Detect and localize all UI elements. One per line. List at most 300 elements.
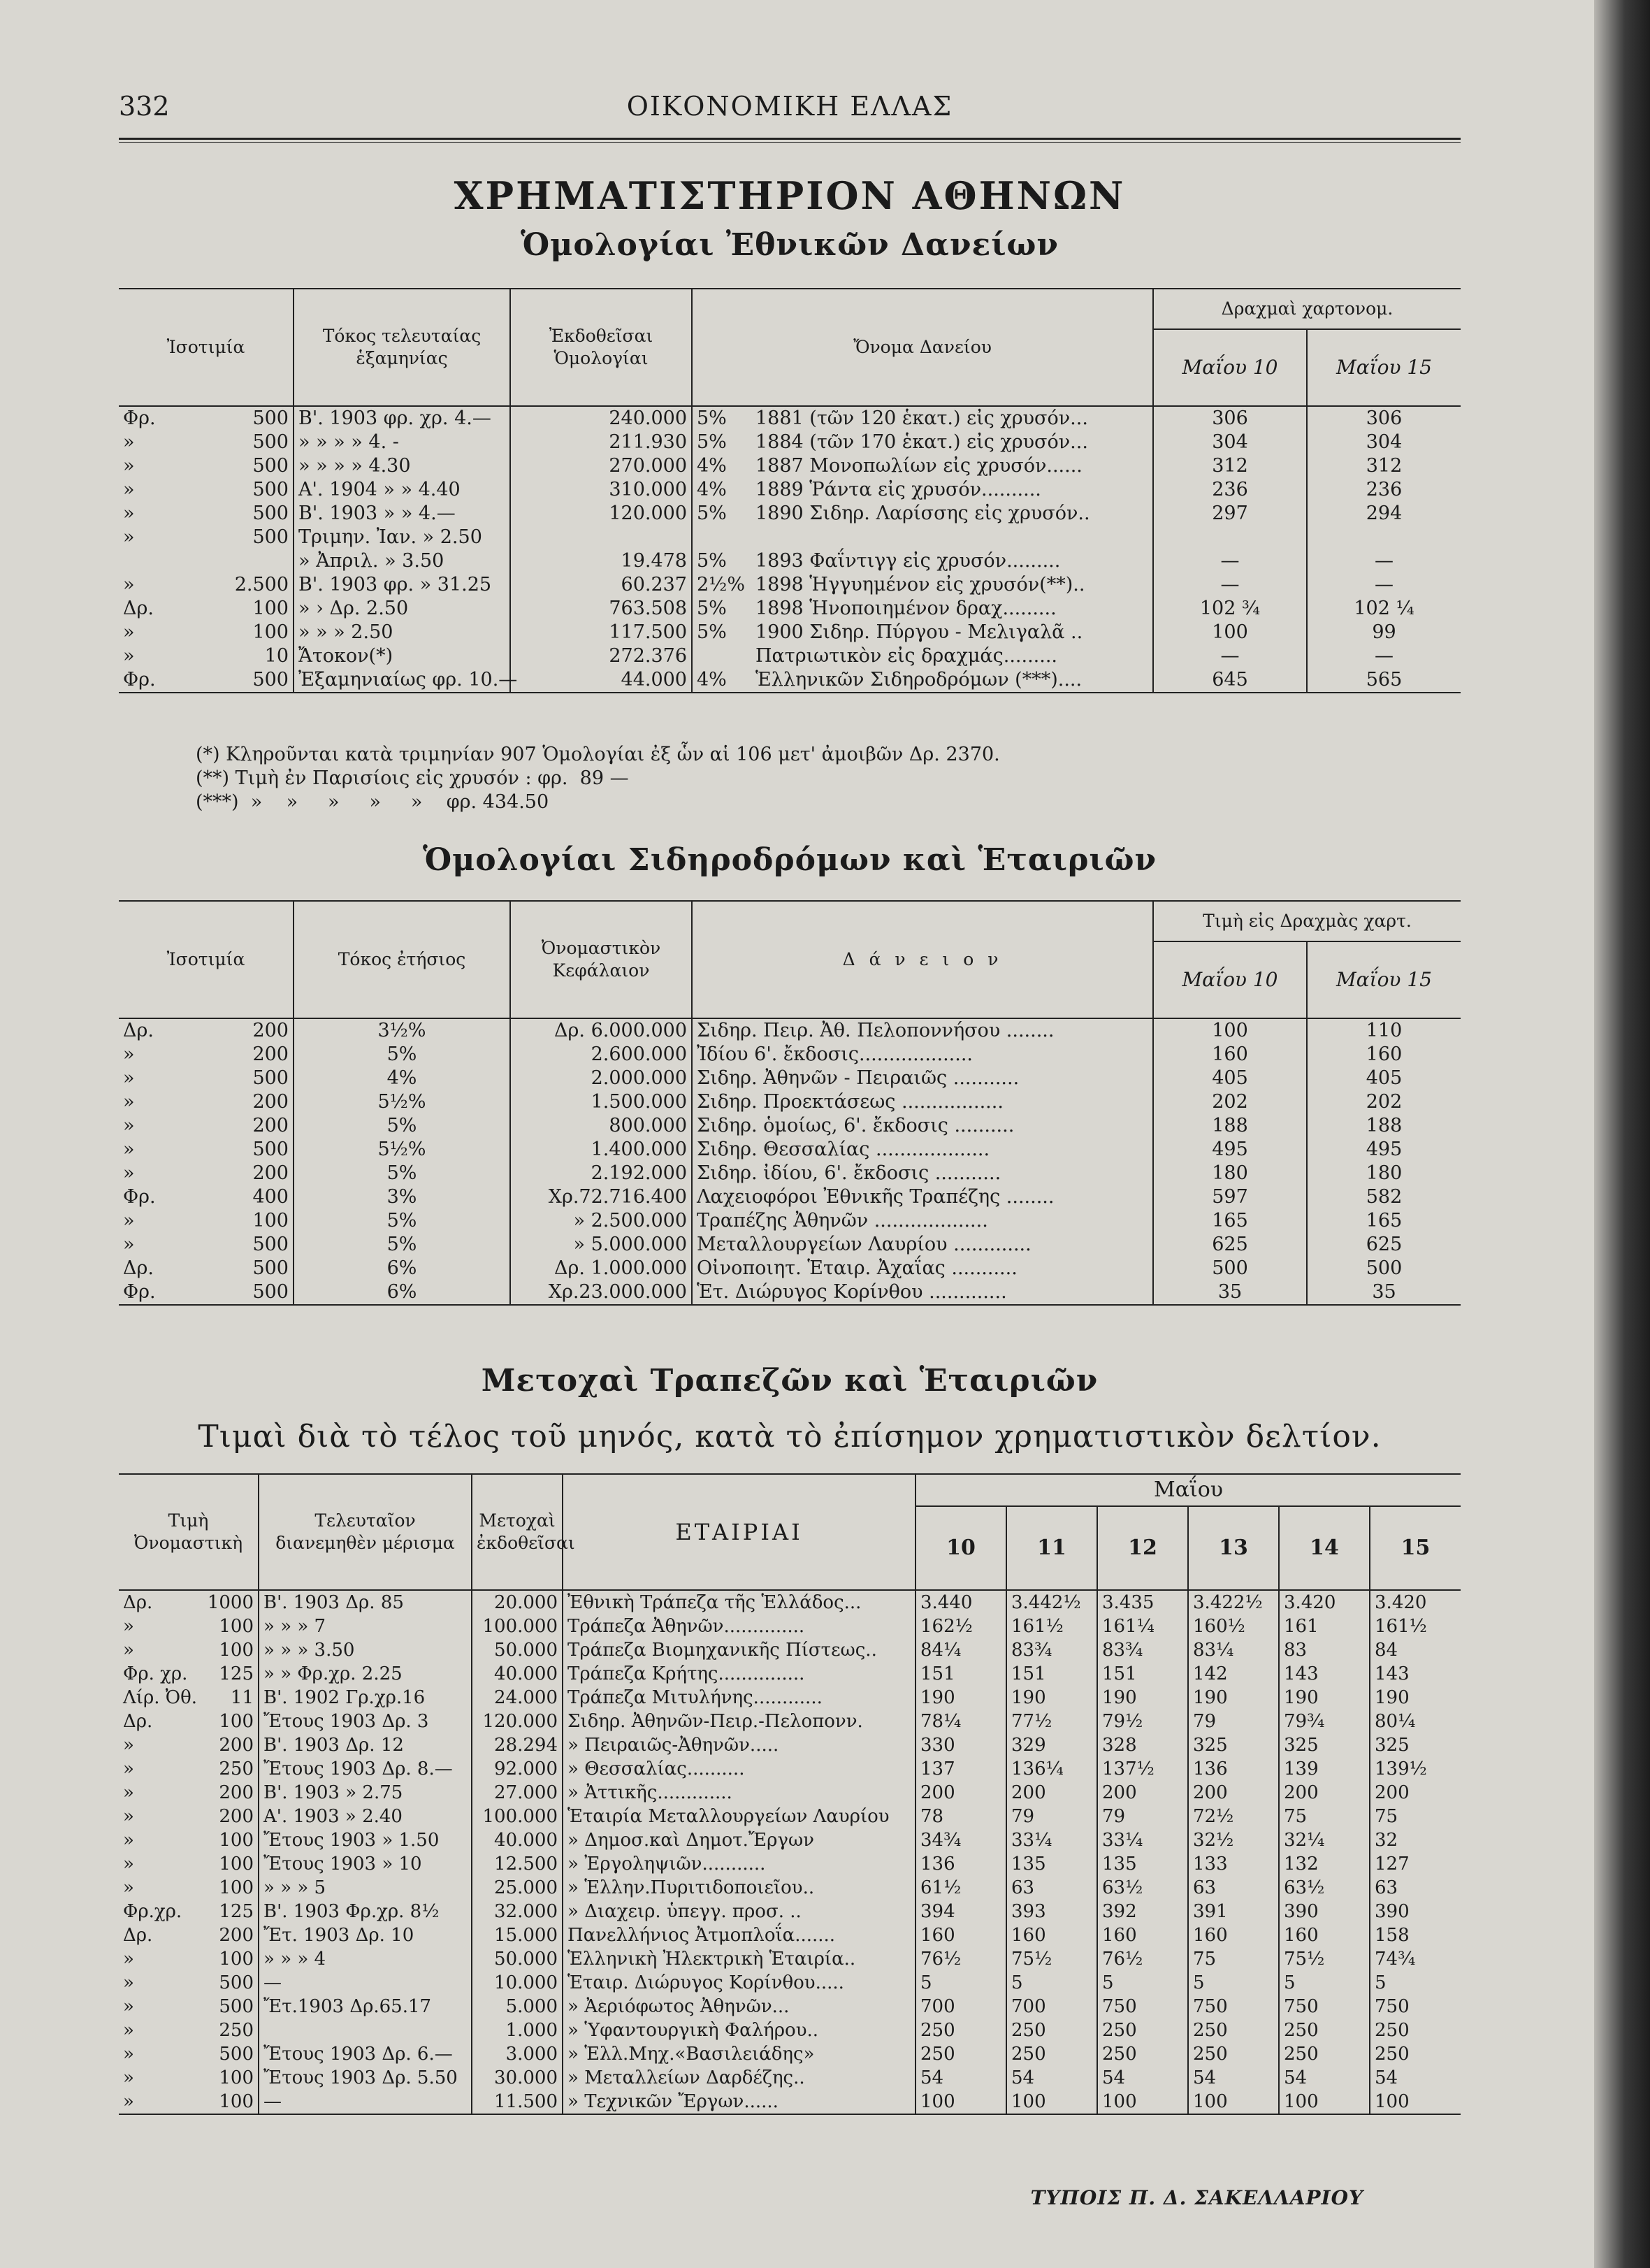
price-cell: 151: [916, 1662, 1006, 1686]
par-value-cell: 500: [219, 2044, 254, 2065]
price-cell: 54: [1097, 2066, 1188, 2090]
section2-title: Ὁμολογίαι Σιδηροδρόμων καὶ Ἑταιριῶν: [422, 842, 1157, 878]
price-cell: 750: [1097, 1995, 1188, 2018]
price-cell: 250: [1279, 2018, 1370, 2042]
dividend-cell: —: [259, 2090, 472, 2114]
price-cell: 325: [1279, 1733, 1370, 1757]
table-row: [119, 1805, 1461, 1828]
price-cell: 500: [1153, 1257, 1307, 1280]
price-cell: 202: [1307, 1090, 1461, 1114]
price-cell: 250: [1370, 2042, 1461, 2066]
par-value-cell: 200: [219, 1806, 254, 1827]
company-cell: Πανελλήνιος Ἀτμοπλοΐα.......: [563, 1923, 916, 1947]
par-value-cell: 11: [230, 1687, 254, 1708]
table-row: [119, 1733, 1461, 1757]
shares-cell: 28.294: [472, 1733, 563, 1757]
price-cell: 328: [1097, 1733, 1188, 1757]
company-cell: Σιδηρ. Ἀθηνῶν-Πειρ.-Πελοπονν.: [563, 1710, 916, 1733]
table-row: [119, 502, 1461, 526]
par-value-cell: 100: [252, 598, 289, 619]
loan-name-cell: 1884 (τῶν 170 ἑκατ.) εἰς χρυσόν...: [755, 431, 1088, 453]
price-cell: —: [1153, 573, 1307, 597]
table-row: [119, 406, 1461, 431]
price-cell: 750: [1188, 1995, 1279, 2018]
table-row: [119, 1090, 1461, 1114]
price-cell: 76½: [916, 1947, 1006, 1971]
price-cell: 306: [1153, 406, 1307, 431]
shares-cell: 24.000: [472, 1686, 563, 1710]
currency-cell: »: [123, 645, 135, 667]
table-row: [119, 549, 1461, 573]
par-value-cell: 200: [252, 1091, 289, 1113]
currency-cell: »: [123, 1782, 134, 1803]
company-cell: » Ἑλλ.Μηχ.«Βασιλειάδης»: [563, 2042, 916, 2066]
issued-cell: 60.237: [510, 573, 692, 597]
dividend-cell: [259, 2018, 472, 2042]
price-cell: 160: [1153, 1043, 1307, 1067]
table-row: [119, 1781, 1461, 1805]
price-cell: 79¾: [1279, 1710, 1370, 1733]
price-cell: 250: [916, 2018, 1006, 2042]
shares-cell: 50.000: [472, 1638, 563, 1662]
price-cell: 79: [1097, 1805, 1188, 1828]
price-cell: 250: [916, 2042, 1006, 2066]
price-cell: —: [1307, 573, 1461, 597]
loan-name-cell: Σιδηρ. ἰδίου, 6'. ἔκδοσις ...........: [692, 1162, 1153, 1185]
price-cell: 392: [1097, 1900, 1188, 1923]
price-cell: 80¼: [1370, 1710, 1461, 1733]
par-value-cell: 100: [219, 2067, 254, 2088]
price-cell: 78: [916, 1805, 1006, 1828]
table-row: [119, 1162, 1461, 1185]
price-cell: 297: [1153, 502, 1307, 526]
price-cell: 161½: [1006, 1615, 1097, 1638]
price-cell: 78¼: [916, 1710, 1006, 1733]
currency-cell: Δρ.: [123, 1020, 154, 1041]
dividend-cell: » » » 7: [259, 1615, 472, 1638]
col-isotimia: Ἰσοτιμία: [166, 337, 245, 357]
loan-name-cell: Σιδηρ. ὁμοίως, 6'. ἔκδοσις ..........: [692, 1114, 1153, 1138]
table-row: [119, 668, 1461, 693]
table-row: [119, 2066, 1461, 2090]
currency-cell: »: [123, 1616, 134, 1637]
price-cell: 190: [1006, 1686, 1097, 1710]
col-date-1: Μαΐου 10: [1153, 941, 1307, 1018]
company-cell: » Μεταλλείων Δαρδέζης..: [563, 2066, 916, 2090]
shares-cell: 10.000: [472, 1971, 563, 1995]
price-cell: 83¾: [1006, 1638, 1097, 1662]
price-cell: 390: [1279, 1900, 1370, 1923]
price-cell: 143: [1370, 1662, 1461, 1686]
table-row: [119, 597, 1461, 621]
table-row: [119, 431, 1461, 454]
main-title: ΧΡΗΜΑΤΙΣΤΗΡΙΟΝ ΑΘΗΝΩΝ: [454, 173, 1126, 218]
currency-cell: Δρ.: [123, 1925, 153, 1946]
price-cell: 84: [1370, 1638, 1461, 1662]
capital-cell: Χρ.23.000.000: [510, 1280, 692, 1305]
price-cell: 294: [1307, 502, 1461, 526]
dividend-cell: Β'. 1903 Φρ.χρ. 8½: [259, 1900, 472, 1923]
col-day-12: 12: [1097, 1506, 1188, 1590]
col-tokos: Τόκος τελευταίας ἑξαμηνίας: [294, 289, 510, 406]
running-title: ΟΙΚΟΝΟΜΙΚΗ ΕΛΛΑΣ: [626, 91, 953, 122]
price-cell: 160: [916, 1923, 1006, 1947]
dividend-cell: Β'. 1903 » 2.75: [259, 1781, 472, 1805]
par-value-cell: 1000: [207, 1592, 254, 1613]
price-cell: 127: [1370, 1852, 1461, 1876]
loan-name-cell: Σιδηρ. Θεσσαλίας ...................: [692, 1138, 1153, 1162]
price-cell: 391: [1188, 1900, 1279, 1923]
header-rule-thin: [119, 142, 1461, 143]
price-cell: 625: [1153, 1233, 1307, 1257]
par-value-cell: 250: [219, 2020, 254, 2041]
price-cell: 100: [1006, 2090, 1097, 2114]
table-row: [119, 1757, 1461, 1781]
loan-name-cell: 1890 Σιδηρ. Λαρίσσης εἰς χρυσόν..: [755, 503, 1090, 524]
price-cell: —: [1307, 549, 1461, 573]
currency-cell: Φρ.: [123, 1281, 156, 1303]
price-cell: [1153, 526, 1307, 549]
table-row: [119, 2042, 1461, 2066]
loan-name-cell: 1887 Μονοπωλίων εἰς χρυσόν......: [755, 455, 1083, 477]
par-value-cell: 200: [219, 1782, 254, 1803]
price-cell: 132: [1279, 1852, 1370, 1876]
price-cell: 79: [1006, 1805, 1097, 1828]
loan-name-cell: Οἰνοποιητ. Ἑταιρ. Ἀχαΐας ...........: [692, 1257, 1153, 1280]
currency-cell: [119, 549, 224, 573]
loan-name-cell: 1881 (τῶν 120 ἑκατ.) εἰς χρυσόν...: [755, 407, 1088, 429]
company-cell: » Ἀεριόφωτος Ἀθηνῶν...: [563, 1995, 916, 2018]
price-cell: 200: [1006, 1781, 1097, 1805]
table-row: [119, 1114, 1461, 1138]
coupon-cell: Ἐξαμηνιαίως φρ. 10.—: [294, 668, 510, 693]
col-nominal: Τιμὴ Ὀνομαστικὴ: [133, 1510, 243, 1553]
par-value-cell: 200: [219, 1735, 254, 1756]
dividend-cell: Ἔτους 1903 Δρ. 6.—: [259, 2042, 472, 2066]
price-cell: 645: [1153, 668, 1307, 693]
dividend-cell: » » » 4: [259, 1947, 472, 1971]
rate-cell: 4%: [294, 1067, 510, 1090]
table-row: [119, 1138, 1461, 1162]
col-issued: Ἐκδοθεῖσαι Ὁμολογίαι: [510, 289, 692, 406]
capital-cell: Χρ.72.716.400: [510, 1185, 692, 1209]
par-value-cell: 100: [219, 2091, 254, 2112]
price-cell: 390: [1370, 1900, 1461, 1923]
rate-cell: 5%: [692, 431, 751, 454]
price-cell: 77½: [1006, 1710, 1097, 1733]
shares-cell: 92.000: [472, 1757, 563, 1781]
shares-cell: 11.500: [472, 2090, 563, 2114]
price-cell: 625: [1307, 1233, 1461, 1257]
footnote-3: (***) » » » » » φρ. 434.50: [196, 791, 549, 813]
par-value-cell: 100: [219, 1949, 254, 1970]
shares-cell: 25.000: [472, 1876, 563, 1900]
company-cell: Ἑλληνικὴ Ἠλεκτρικὴ Ἑταιρία..: [563, 1947, 916, 1971]
price-cell: 160: [1188, 1923, 1279, 1947]
coupon-cell: Α'. 1904 » » 4.40: [294, 478, 510, 502]
price-cell: 100: [1279, 2090, 1370, 2114]
price-cell: —: [1153, 644, 1307, 668]
table-row: [119, 2090, 1461, 2114]
price-cell: 35: [1153, 1280, 1307, 1305]
par-value-cell: [224, 549, 294, 573]
rate-cell: 5½%: [294, 1090, 510, 1114]
price-cell: 750: [1279, 1995, 1370, 2018]
price-cell: 54: [1006, 2066, 1097, 2090]
loan-name-cell: 1898 Ἡνοποιημένον δραχ.........: [755, 598, 1057, 619]
par-value-cell: 500: [252, 479, 289, 500]
capital-cell: Δρ. 1.000.000: [510, 1257, 692, 1280]
price-cell: 32: [1370, 1828, 1461, 1852]
table-row: [119, 1209, 1461, 1233]
currency-cell: »: [123, 1115, 135, 1136]
price-cell: 158: [1370, 1923, 1461, 1947]
table-row: [119, 1043, 1461, 1067]
price-cell: 54: [916, 2066, 1006, 2090]
price-cell: 54: [1188, 2066, 1279, 2090]
rate-cell: [692, 644, 751, 668]
price-cell: 190: [1370, 1686, 1461, 1710]
table-row: [119, 1947, 1461, 1971]
loan-name-cell: Σιδηρ. Ἀθηνῶν - Πειραιῶς ...........: [692, 1067, 1153, 1090]
dividend-cell: Ἔτ.1903 Δρ.65.17: [259, 1995, 472, 2018]
table-row: [119, 1900, 1461, 1923]
capital-cell: » 5.000.000: [510, 1233, 692, 1257]
price-cell: 202: [1153, 1090, 1307, 1114]
dividend-cell: —: [259, 1971, 472, 1995]
currency-cell: »: [123, 1877, 134, 1898]
price-cell: 102 ¼: [1307, 597, 1461, 621]
price-cell: 100: [1188, 2090, 1279, 2114]
company-cell: » Δημοσ.καὶ Δημοτ.Ἔργων: [563, 1828, 916, 1852]
price-cell: 495: [1307, 1138, 1461, 1162]
col-isotimia: Ἰσοτιμία: [166, 949, 245, 969]
company-cell: » Ἀττικῆς.............: [563, 1781, 916, 1805]
currency-cell: Δρ.: [123, 1711, 153, 1732]
rate-cell: 5%: [294, 1233, 510, 1257]
currency-cell: »: [123, 1067, 135, 1089]
par-value-cell: 500: [252, 407, 289, 429]
coupon-cell: » » » 2.50: [294, 621, 510, 644]
shares-cell: 100.000: [472, 1805, 563, 1828]
company-cell: » Διαχειρ. ὑπεγγ. προσ. ..: [563, 1900, 916, 1923]
price-cell: 700: [1006, 1995, 1097, 2018]
coupon-cell: » › Δρ. 2.50: [294, 597, 510, 621]
price-cell: 75: [1188, 1947, 1279, 1971]
rate-cell: 5%: [294, 1114, 510, 1138]
shares-cell: 3.000: [472, 2042, 563, 2066]
col-dividend: Τελευταῖον διανεμηθὲν μέρισμα: [259, 1474, 472, 1590]
shares-cell: 40.000: [472, 1828, 563, 1852]
dividend-cell: Α'. 1903 » 2.40: [259, 1805, 472, 1828]
price-cell: 75: [1370, 1805, 1461, 1828]
price-cell: 32½: [1188, 1828, 1279, 1852]
table-row: [119, 454, 1461, 478]
shares-cell: 12.500: [472, 1852, 563, 1876]
currency-cell: »: [123, 1854, 134, 1875]
price-cell: 200: [1188, 1781, 1279, 1805]
shares-cell: 1.000: [472, 2018, 563, 2042]
table-row: [119, 1971, 1461, 1995]
issued-cell: 272.376: [510, 644, 692, 668]
price-cell: 63: [1006, 1876, 1097, 1900]
rate-cell: 5%: [294, 1162, 510, 1185]
price-cell: 188: [1153, 1114, 1307, 1138]
price-cell: 190: [1188, 1686, 1279, 1710]
price-cell: 61½: [916, 1876, 1006, 1900]
par-value-cell: 400: [252, 1186, 289, 1208]
company-cell: Τράπεζα Κρήτης...............: [563, 1662, 916, 1686]
price-cell: 100: [1153, 1018, 1307, 1043]
par-value-cell: 125: [219, 1663, 254, 1684]
price-cell: 250: [1006, 2042, 1097, 2066]
capital-cell: 800.000: [510, 1114, 692, 1138]
price-cell: 135: [1006, 1852, 1097, 1876]
company-cell: Ἑταιρία Μεταλλουργείων Λαυρίου: [563, 1805, 916, 1828]
currency-cell: »: [123, 1972, 134, 1993]
loan-name-cell: Ἑλληνικῶν Σιδηροδρόμων (***)....: [755, 669, 1083, 691]
price-cell: 136: [916, 1852, 1006, 1876]
price-cell: 133: [1188, 1852, 1279, 1876]
currency-cell: »: [123, 1234, 135, 1255]
rate-cell: 2½%: [692, 573, 751, 597]
par-value-cell: 100: [219, 1640, 254, 1661]
price-cell: 405: [1153, 1067, 1307, 1090]
price-cell: 136: [1188, 1757, 1279, 1781]
col-date-2: Μαΐου 15: [1307, 941, 1461, 1018]
dividend-cell: Β'. 1902 Γρ.χρ.16: [259, 1686, 472, 1710]
shares-cell: 50.000: [472, 1947, 563, 1971]
price-cell: 250: [1370, 2018, 1461, 2042]
par-value-cell: 500: [252, 1257, 289, 1279]
price-cell: 161¼: [1097, 1615, 1188, 1638]
table-row: [119, 1233, 1461, 1257]
capital-cell: 2.000.000: [510, 1067, 692, 1090]
table-row: [119, 1852, 1461, 1876]
currency-cell: »: [123, 2020, 134, 2041]
currency-cell: »: [123, 1735, 134, 1756]
dividend-cell: Β'. 1903 Δρ. 85: [259, 1590, 472, 1615]
loan-name-cell: 1898 Ἡγγυημένον εἰς χρυσόν(**)..: [755, 574, 1085, 595]
section1-title: Ὁμολογίαι Ἐθνικῶν Δανείων: [521, 227, 1059, 263]
price-cell: 236: [1153, 478, 1307, 502]
currency-cell: »: [123, 1949, 134, 1970]
shares-cell: 32.000: [472, 1900, 563, 1923]
currency-cell: Φρ.: [123, 669, 156, 691]
price-cell: 3.442½: [1006, 1590, 1097, 1615]
price-cell: 151: [1097, 1662, 1188, 1686]
price-cell: 63: [1370, 1876, 1461, 1900]
price-cell: 190: [1279, 1686, 1370, 1710]
price-cell: 250: [1188, 2018, 1279, 2042]
rate-cell: 5%: [692, 621, 751, 644]
par-value-cell: 100: [219, 1854, 254, 1875]
price-cell: 304: [1307, 431, 1461, 454]
table-row: [119, 621, 1461, 644]
price-cell: 79½: [1097, 1710, 1188, 1733]
table-row: [119, 1638, 1461, 1662]
price-cell: 75½: [1279, 1947, 1370, 1971]
price-cell: 102 ¾: [1153, 597, 1307, 621]
shares-cell: 100.000: [472, 1615, 563, 1638]
price-cell: 236: [1307, 478, 1461, 502]
dividend-cell: Ἔτους 1903 Δρ. 8.—: [259, 1757, 472, 1781]
dividend-cell: Ἔτους 1903 » 1.50: [259, 1828, 472, 1852]
price-cell: 160: [1307, 1043, 1461, 1067]
currency-cell: »: [123, 1043, 135, 1065]
currency-cell: Δρ.: [123, 1257, 154, 1279]
col-group-price: Τιμὴ εἰς Δραχμὰς χαρτ.: [1153, 901, 1461, 941]
coupon-cell: Ἄτοκον(*): [294, 644, 510, 668]
price-cell: 33¼: [1006, 1828, 1097, 1852]
price-cell: 110: [1307, 1018, 1461, 1043]
price-cell: 151: [1006, 1662, 1097, 1686]
price-cell: 83¼: [1188, 1638, 1279, 1662]
table-row: [119, 1995, 1461, 2018]
currency-cell: »: [123, 1806, 134, 1827]
table-row: [119, 1662, 1461, 1686]
col-day-14: 14: [1279, 1506, 1370, 1590]
price-cell: 200: [1097, 1781, 1188, 1805]
currency-cell: »: [123, 2067, 134, 2088]
coupon-cell: Τριμην. Ἰαν. » 2.50: [294, 526, 510, 549]
table-row: [119, 1710, 1461, 1733]
table-row: [119, 2018, 1461, 2042]
col-day-15: 15: [1370, 1506, 1461, 1590]
currency-cell: »: [123, 455, 135, 477]
price-cell: 200: [1370, 1781, 1461, 1805]
rate-cell: 5%: [692, 406, 751, 431]
par-value-cell: 500: [252, 431, 289, 453]
company-cell: Τράπεζα Βιομηχανικῆς Πίστεως..: [563, 1638, 916, 1662]
price-cell: 100: [1097, 2090, 1188, 2114]
price-cell: 137: [916, 1757, 1006, 1781]
coupon-cell: » » » » 4.30: [294, 454, 510, 478]
par-value-cell: 500: [219, 1996, 254, 2017]
col-day-11: 11: [1006, 1506, 1097, 1590]
price-cell: 5: [1097, 1971, 1188, 1995]
company-cell: » Ἑλλην.Πυριτιδοποιεῖου..: [563, 1876, 916, 1900]
price-cell: 63½: [1279, 1876, 1370, 1900]
col-companies: ΕΤΑΙΡΙΑΙ: [563, 1474, 916, 1590]
col-loan-name: Ὄνομα Δανείου: [692, 289, 1153, 406]
price-cell: 190: [1097, 1686, 1188, 1710]
issued-cell: 117.500: [510, 621, 692, 644]
price-cell: 393: [1006, 1900, 1097, 1923]
loan-name-cell: Τραπέζης Ἀθηνῶν ...................: [692, 1209, 1153, 1233]
table-row: [119, 1686, 1461, 1710]
currency-cell: »: [123, 2091, 134, 2112]
company-cell: Τράπεζα Μιτυλήνης............: [563, 1686, 916, 1710]
price-cell: 250: [1188, 2042, 1279, 2066]
capital-cell: 2.192.000: [510, 1162, 692, 1185]
par-value-cell: 200: [252, 1162, 289, 1184]
price-cell: 160: [1279, 1923, 1370, 1947]
rate-cell: 6%: [294, 1280, 510, 1305]
capital-cell: 2.600.000: [510, 1043, 692, 1067]
price-cell: 3.422½: [1188, 1590, 1279, 1615]
rate-cell: [692, 526, 751, 549]
bank-company-shares-table: [119, 1473, 1461, 2115]
price-cell: 34¾: [916, 1828, 1006, 1852]
par-value-cell: 100: [219, 1830, 254, 1851]
price-cell: 32¼: [1279, 1828, 1370, 1852]
footnote-1: (*) Κληροῦνται κατὰ τριμηνίαν 907 Ὁμολογίαι ἐξ ὧν αἱ 106 μετ' ἀμοιβῶν Δρ. 2370.: [196, 744, 1000, 765]
par-value-cell: 2.500: [234, 574, 289, 595]
price-cell: 137½: [1097, 1757, 1188, 1781]
par-value-cell: 500: [252, 455, 289, 477]
price-cell: 405: [1307, 1067, 1461, 1090]
